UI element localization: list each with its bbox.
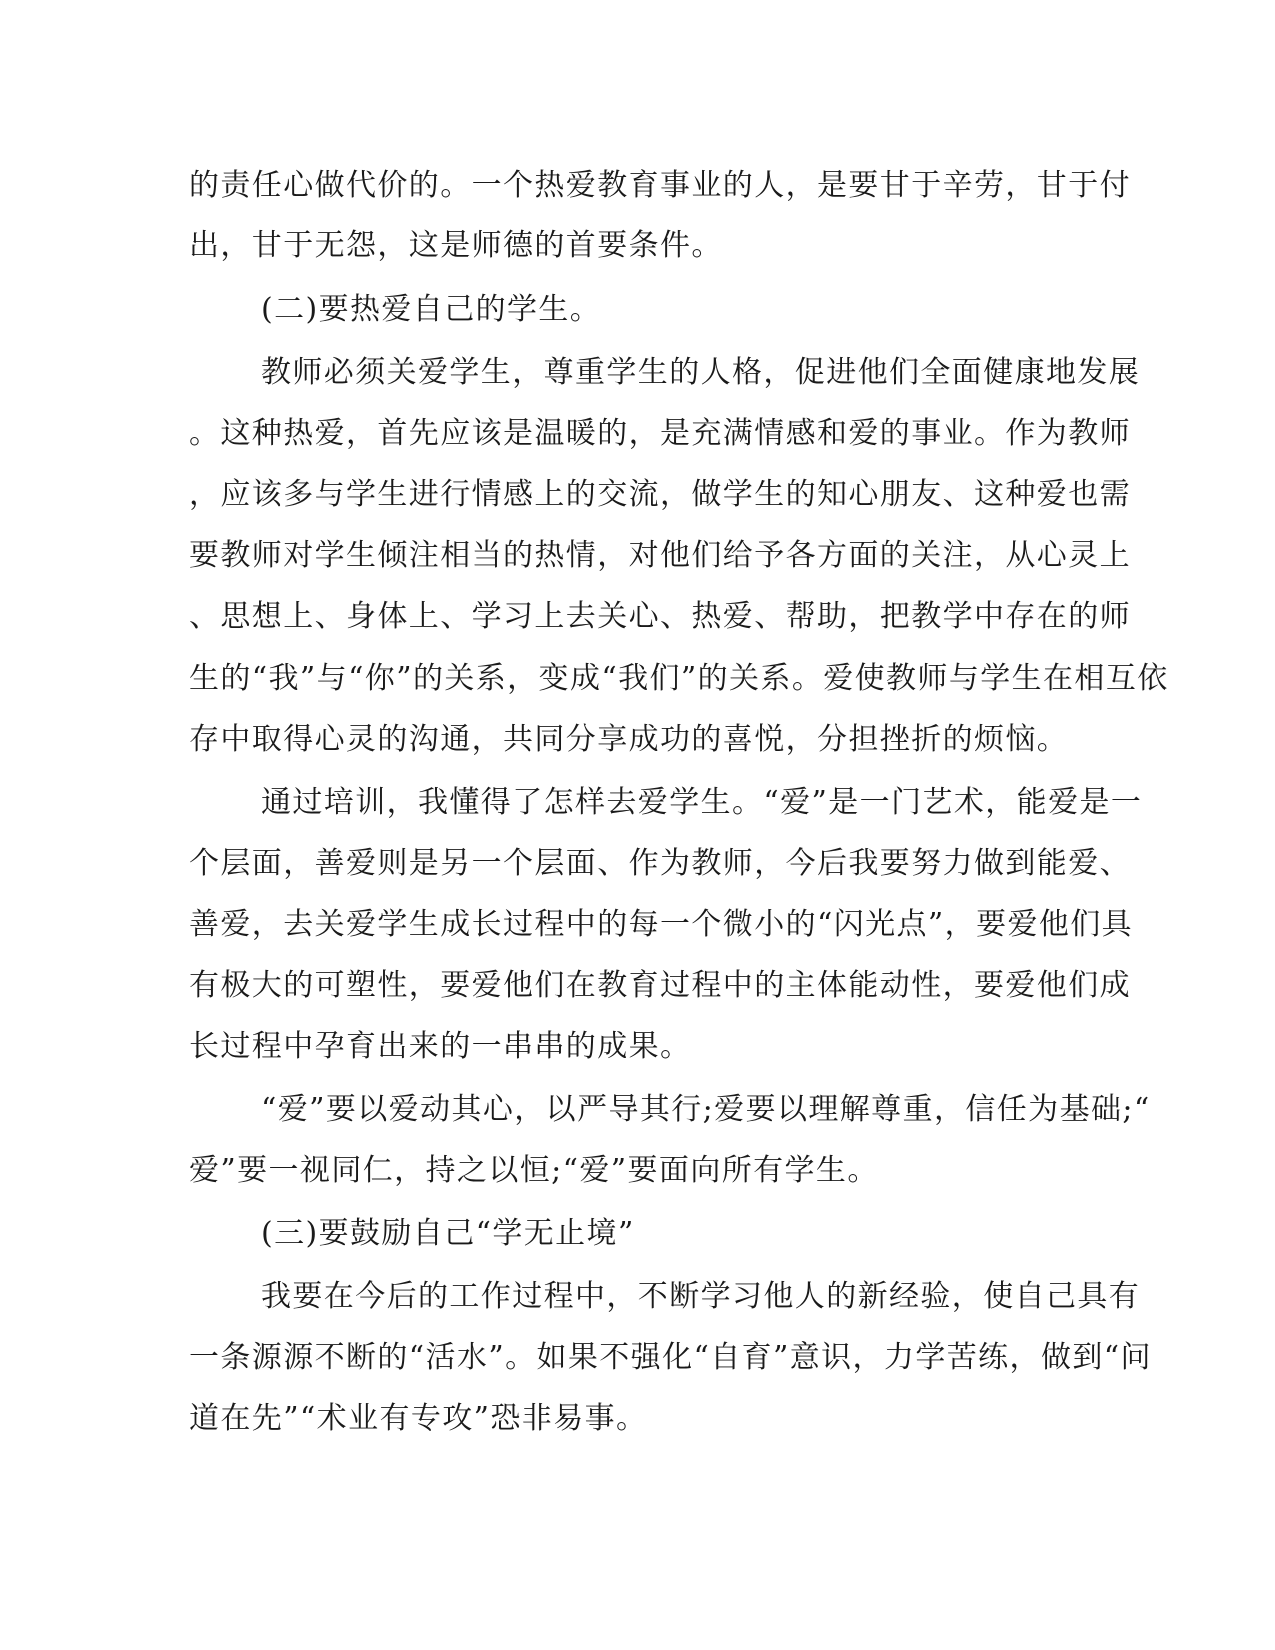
text-line: 教师必须关爱学生，尊重学生的人格，促进他们全面健康地发展 xyxy=(261,355,1141,390)
text-line: 出，甘于无怨，这是师德的首要条件。 xyxy=(189,228,723,263)
text-line: 有极大的可塑性，要爱他们在教育过程中的主体能动性，要爱他们成 xyxy=(189,968,1131,1003)
text-line: 长过程中孕育出来的一串串的成果。 xyxy=(189,1029,692,1064)
text-line: 一条源源不断的“活水”。如果不强化“自育”意识，力学苦练，做到“问 xyxy=(189,1340,1152,1375)
section-heading: (二)要热爱自己的学生。 xyxy=(261,292,602,327)
section-heading: (三)要鼓励自己“学无止境” xyxy=(261,1216,635,1251)
text-line: 要教师对学生倾注相当的热情，对他们给予各方面的关注，从心灵上 xyxy=(189,538,1131,573)
text-line: 我要在今后的工作过程中，不断学习他人的新经验，使自己具有 xyxy=(261,1279,1141,1314)
text-line: 个层面，善爱则是另一个层面、作为教师，今后我要努力做到能爱、 xyxy=(189,846,1131,881)
text-line: 生的“我”与“你”的关系，变成“我们”的关系。爱使教师与学生在相互依 xyxy=(189,661,1169,696)
text-line: “爱”要以爱动其心，以严导其行;爱要以理解尊重，信任为基础;“ xyxy=(261,1092,1151,1127)
text-line: 存中取得心灵的沟通，共同分享成功的喜悦，分担挫折的烦恼。 xyxy=(189,722,1069,757)
text-line: 的责任心做代价的。一个热爱教育事业的人，是要甘于辛劳，甘于付 xyxy=(189,168,1131,203)
text-line: 道在先”“术业有专攻”恐非易事。 xyxy=(189,1401,648,1436)
text-line: 通过培训，我懂得了怎样去爱学生。“爱”是一门艺术，能爱是一 xyxy=(261,785,1143,820)
text-line: 善爱，去关爱学生成长过程中的每一个微小的“闪光点”，要爱他们具 xyxy=(189,907,1134,942)
text-line: ，应该多与学生进行情感上的交流，做学生的知心朋友、这种爱也需 xyxy=(189,477,1131,512)
text-line: 爱”要一视同仁，持之以恒;“爱”要面向所有学生。 xyxy=(189,1153,879,1188)
text-line: 、思想上、身体上、学习上去关心、热爱、帮助，把教学中存在的师 xyxy=(189,599,1131,634)
text-line: 。这种热爱，首先应该是温暖的，是充满情感和爱的事业。作为教师 xyxy=(189,416,1131,451)
